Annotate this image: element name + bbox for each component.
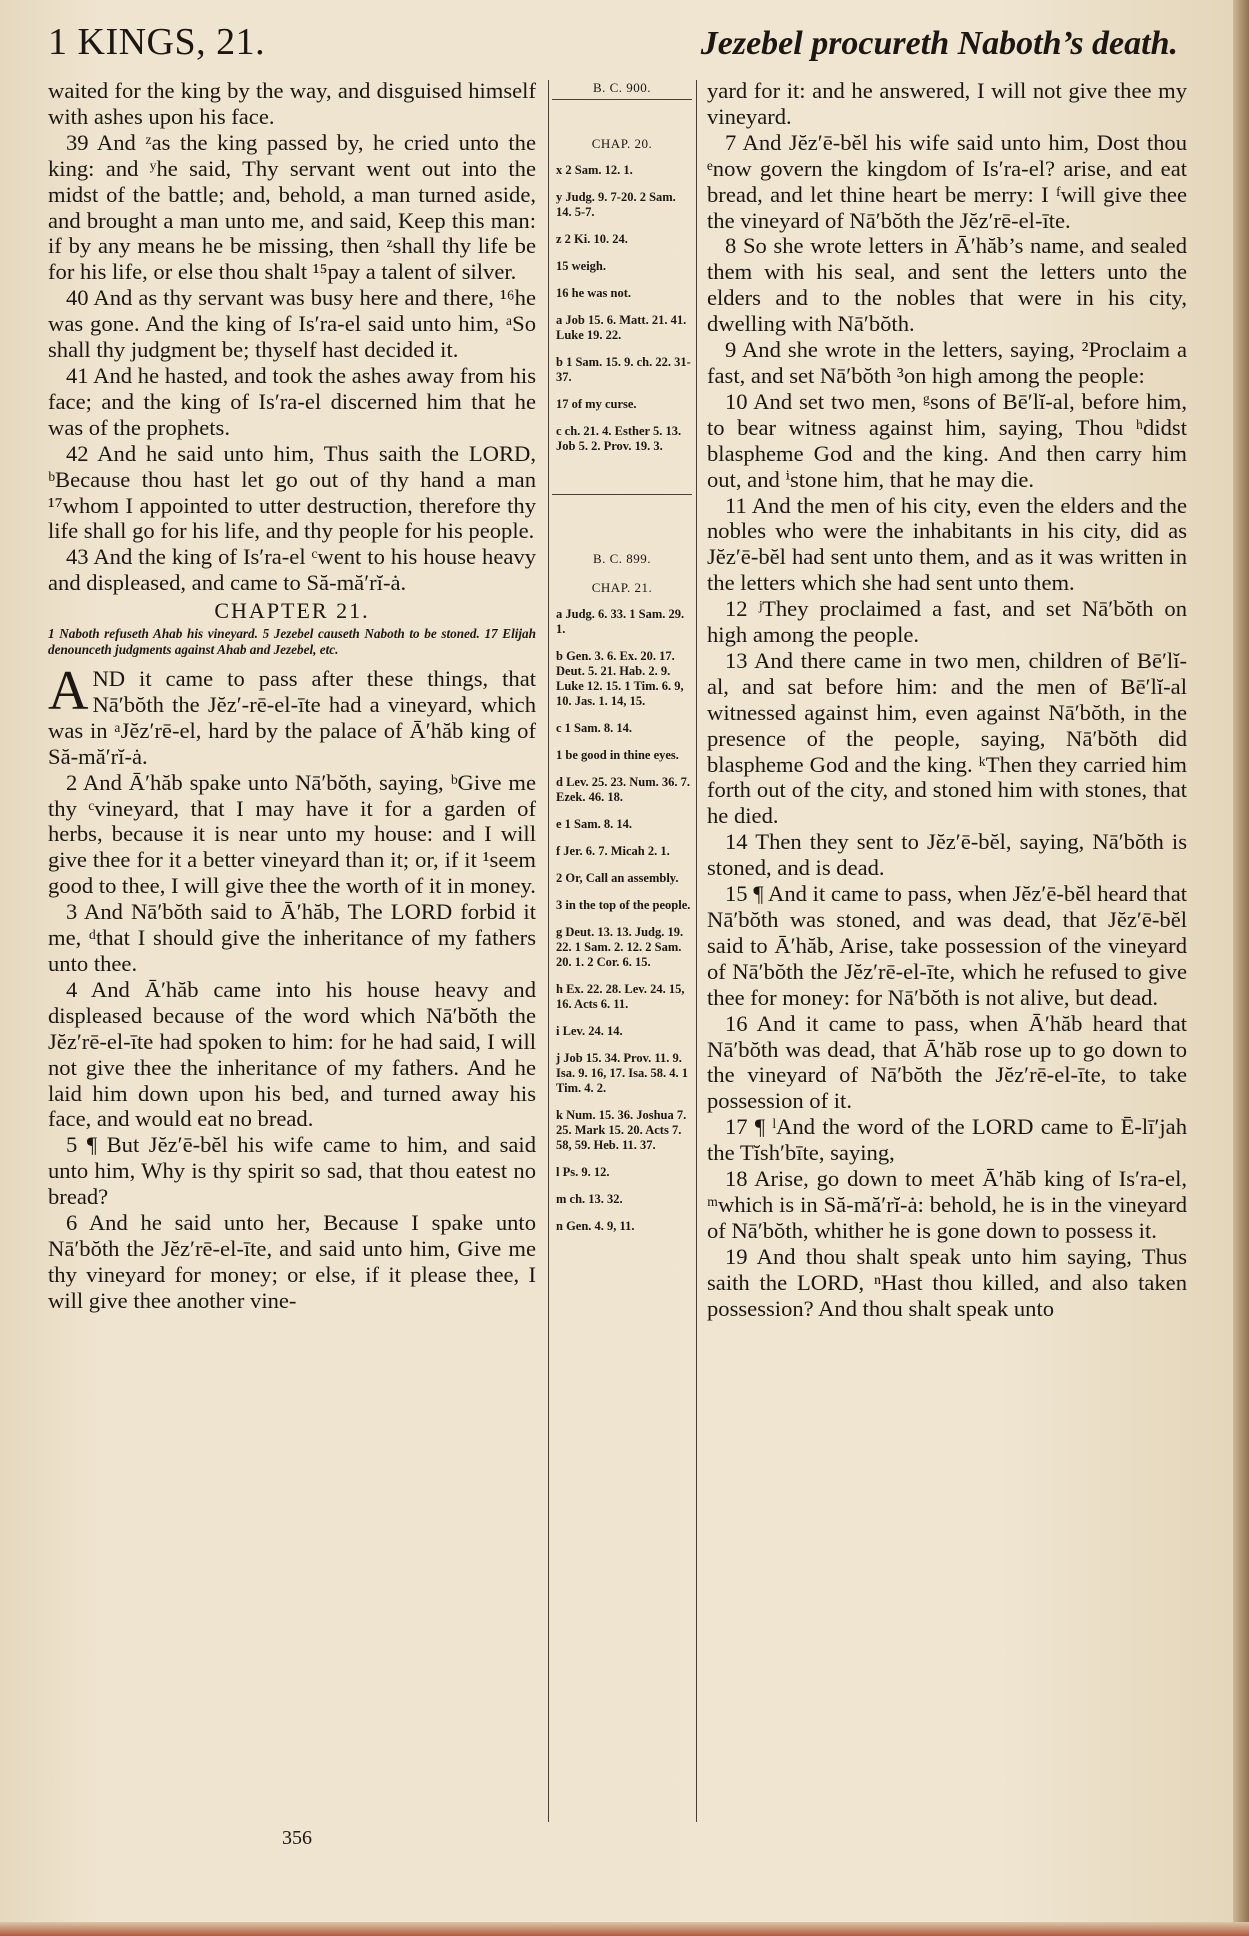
right-text-column bbox=[707, 78, 1187, 1838]
verse-text: 39 And ᶻas the king passed by, he cried unto the king: and ʸhe said, Thy servant went out into the midst of the battle; and, behold, a man turned aside, and brought a man unto me, and said, Keep this man: if by any means he be missing, then ᶻshall thy life be for his life, or else thou shalt ¹⁵pay a talent of silver. bbox=[48, 129, 536, 285]
verse-text: 2 And Ā′hăb spake unto Nā′bŏth, saying, ᵇGive me thy ᶜvineyard, that I may have it for a garden of herbs, because it is near unto my house: and I will give thee for it a better vineyard than it; or, if it ¹seem good to thee, I will give thee the worth of it in money. bbox=[48, 769, 536, 899]
cross-reference: c ch. 21. 4. Esther 5. 13. Job 5. 2. Prov. 19. 3. bbox=[556, 424, 682, 453]
chapter-label: CHAP. 20. bbox=[591, 136, 653, 151]
verse-text: 18 Arise, go down to meet Ā′hăb king of Is′ra-el, ᵐwhich is in Să-mă′rĭ-ȧ: behold, he is in the vineyard of Nā′bŏth, whither he is gone down to possess it. bbox=[707, 1166, 1187, 1243]
cross-reference: z 2 Ki. 10. 24. bbox=[556, 232, 628, 246]
date-label: B. C. 900. bbox=[592, 80, 652, 95]
cross-reference: g Deut. 13. 13. Judg. 19. 22. 1 Sam. 2. 12. 2 Sam. 20. 1. 2 Cor. 6. 15. bbox=[556, 925, 684, 969]
page-topic-heading: Jezebel procureth Naboth’s death. bbox=[700, 25, 1178, 62]
page-edge-bottom bbox=[0, 1922, 1249, 1936]
cross-reference: c 1 Sam. 8. 14. bbox=[556, 721, 633, 735]
column-divider-right bbox=[696, 80, 697, 1822]
verse-text: 43 And the king of Is′ra-el ᶜwent to his house heavy and displeased, and came to Să-mă′rĭ-ȧ. bbox=[48, 544, 536, 596]
cross-reference: 3 in the top of the people. bbox=[556, 898, 691, 912]
cross-reference: a Job 15. 6. Matt. 21. 41. Luke 19. 22. bbox=[556, 313, 687, 342]
cross-reference: n Gen. 4. 9, 11. bbox=[556, 1219, 635, 1233]
verse-text: 13 And there came in two men, children of Bē′lĭ-al, and sat before him: and the men of Bē′lĭ-al witnessed against him, even against Nā′bŏth, in the presence of the people, saying, Nā′bŏth did blaspheme God and the king. ᵏThen they carried him forth out of the city, and stoned him with stones, that he died. bbox=[707, 647, 1187, 829]
verse-text: 7 And Jĕz′ē-bĕl his wife said unto him, Dost thou ᵉnow govern the kingdom of Is′ra-el? arise, and eat bread, and let thine heart be merry: I ᶠwill give thee the vineyard of Nā′bŏth the Jĕz′rē-el-īte. bbox=[707, 129, 1187, 233]
cross-reference: e 1 Sam. 8. 14. bbox=[556, 817, 633, 831]
verse-text: ND it came to pass after these things, that Nā′bŏth the Jĕz′-rē-el-īte had a vineyard, which was in ᵃJĕz′rē-el, hard by the palace of Ā′hăb king of Să-mă′rĭ-ȧ. bbox=[48, 666, 536, 769]
verse-text: yard for it: and he answered, I will not give thee my vineyard. bbox=[707, 78, 1187, 129]
verse-text: 3 And Nā′bŏth said to Ā′hăb, The LORD forbid it me, ᵈthat I should give the inheritance of my fathers unto thee. bbox=[48, 899, 536, 976]
verse-text: 19 And thou shalt speak unto him saying, Thus saith the LORD, ⁿHast thou killed, and also taken possession? And thou shalt speak unto bbox=[707, 1243, 1187, 1321]
cross-reference: b 1 Sam. 15. 9. ch. 22. 31-37. bbox=[556, 355, 691, 384]
date-label: B. C. 899. bbox=[592, 551, 652, 566]
book-chapter-heading: 1 KINGS, 21. bbox=[48, 21, 266, 63]
verse-text: waited for the king by the way, and disguised himself with ashes upon his face. bbox=[48, 78, 536, 129]
verse-text: 41 And he hasted, and took the ashes away from his face; and the king of Is′ra-el discerned him that he was of the prophets. bbox=[48, 362, 536, 440]
cross-reference: d Lev. 25. 23. Num. 36. 7. Ezek. 46. 18. bbox=[556, 775, 691, 804]
verse-text: 42 And he said unto him, Thus saith the LORD, ᵇBecause thou hast let go out of thy hand a man ¹⁷whom I appointed to utter destruction, therefore thy life shall go for his life, and thy people for his people. bbox=[48, 440, 536, 544]
cross-reference: i Lev. 24. 14. bbox=[556, 1024, 623, 1038]
running-header bbox=[48, 20, 1178, 70]
verse-text: 9 And she wrote in the letters, saying, ²Proclaim a fast, and set Nā′bŏth ³on high among the people: bbox=[707, 337, 1187, 388]
chapter-heading: CHAPTER 21. bbox=[214, 598, 370, 624]
verse-text: 15 ¶ And it came to pass, when Jĕz′ē-bĕl heard that Nā′bŏth was stoned, and was dead, that Jĕz′ē-bĕl said to Ā′hăb, Arise, take possession of the vineyard of Nā′bŏth the Jĕz′rē-el-īte, which he refused to give thee for money: for Nā′bŏth is not alive, but dead. bbox=[707, 881, 1187, 1010]
verse-text: 14 Then they sent to Jĕz′ē-bĕl, saying, Nā′bŏth is stoned, and is dead. bbox=[707, 829, 1187, 881]
verse-text: 8 So she wrote letters in Ā′hăb’s name, and sealed them with his seal, and sent the letters unto the elders and to the nobles that were in his city, dwelling with Nā′bŏth. bbox=[707, 233, 1187, 337]
cross-reference: x 2 Sam. 12. 1. bbox=[556, 163, 633, 177]
cross-reference: 16 he was not. bbox=[556, 286, 632, 300]
cross-reference: y Judg. 9. 7-20. 2 Sam. 14. 5-7. bbox=[556, 190, 676, 219]
cross-reference: l Ps. 9. 12. bbox=[556, 1165, 610, 1179]
verse-text: 11 And the men of his city, even the elders and the nobles who were the inhabitants in his city, did as Jĕz′ē-bĕl had sent unto them, and as it was written in the letters which she had sent unto them. bbox=[707, 492, 1187, 596]
verse-text: 10 And set two men, ᵍsons of Bē′lĭ-al, before him, to bear witness against him, saying, Thou ʰdidst blaspheme God and the king. And then carry him out, and ⁱstone him, that he may die. bbox=[707, 388, 1187, 492]
cross-reference: 17 of my curse. bbox=[556, 397, 637, 411]
cross-reference: a Judg. 6. 33. 1 Sam. 29. 1. bbox=[556, 607, 685, 636]
chapter-summary: 1 Naboth refuseth Ahab his vineyard. 5 Jezebel causeth Naboth to be stoned. 17 Elijah denounceth judgments against Ahab and Jezebel, etc. bbox=[48, 626, 536, 658]
cross-reference: 2 Or, Call an assembly. bbox=[556, 871, 679, 885]
cross-reference-column bbox=[552, 80, 692, 1822]
verse-text: 4 And Ā′hăb came into his house heavy and displeased because of the word which Nā′bŏth the Jĕz′rē-el-īte had spoken to him: for he had said, I will not give thee the inheritance of my fathers. And he laid him down upon his bed, and turned away his face, and would eat no bread. bbox=[48, 976, 536, 1132]
cross-reference: 15 weigh. bbox=[556, 259, 606, 273]
column-divider-left bbox=[548, 80, 549, 1822]
page-edge-right bbox=[1233, 0, 1249, 1936]
cross-reference: m ch. 13. 32. bbox=[556, 1192, 623, 1206]
chapter-label: CHAP. 21. bbox=[591, 580, 653, 595]
drop-capital: A bbox=[48, 660, 89, 723]
cross-reference: f Jer. 6. 7. Micah 2. 1. bbox=[556, 844, 670, 858]
verse-text: 5 ¶ But Jĕz′ē-bĕl his wife came to him, and said unto him, Why is thy spirit so sad, that thou eatest no bread? bbox=[48, 1132, 536, 1210]
left-text-column bbox=[48, 78, 536, 1838]
cross-reference: 1 be good in thine eyes. bbox=[556, 748, 679, 762]
verse-text: 6 And he said unto her, Because I spake unto Nā′bŏth the Jĕz′rē-el-īte, and said unto him, Give me thy vineyard for money; or else, if it please thee, I will give thee another vine- bbox=[48, 1210, 536, 1313]
cross-reference: k Num. 15. 36. Joshua 7. 25. Mark 15. 20. Acts 7. 58, 59. Heb. 11. 37. bbox=[556, 1108, 687, 1152]
verse-text: 17 ¶ ˡAnd the word of the LORD came to Ē-lī′jah the Tĭsh′bīte, saying, bbox=[707, 1114, 1187, 1166]
verse-text: 16 And it came to pass, when Ā′hăb heard that Nā′bŏth was dead, that Ā′hăb rose up to go down to the vineyard of Nā′bŏth the Jĕz′rē-el-īte, to take possession of it. bbox=[707, 1010, 1187, 1114]
verse-text: 12 ʲThey proclaimed a fast, and set Nā′bŏth on high among the people. bbox=[707, 596, 1187, 648]
cross-reference: h Ex. 22. 28. Lev. 24. 15, 16. Acts 6. 11. bbox=[556, 982, 685, 1011]
verse-text: 40 And as thy servant was busy here and there, ¹⁶he was gone. And the king of Is′ra-el said unto him, ᵃSo shall thy judgment be; thyself hast decided it. bbox=[48, 285, 536, 363]
cross-reference: j Job 15. 34. Prov. 11. 9. Isa. 9. 16, 17. Isa. 58. 4. 1 Tim. 4. 2. bbox=[556, 1051, 688, 1095]
page-number: 356 bbox=[282, 1827, 312, 1849]
cross-reference: b Gen. 3. 6. Ex. 20. 17. Deut. 5. 21. Hab. 2. 9. Luke 12. 15. 1 Tim. 6. 9, 10. Jas. 1. 14, 15. bbox=[556, 649, 684, 708]
